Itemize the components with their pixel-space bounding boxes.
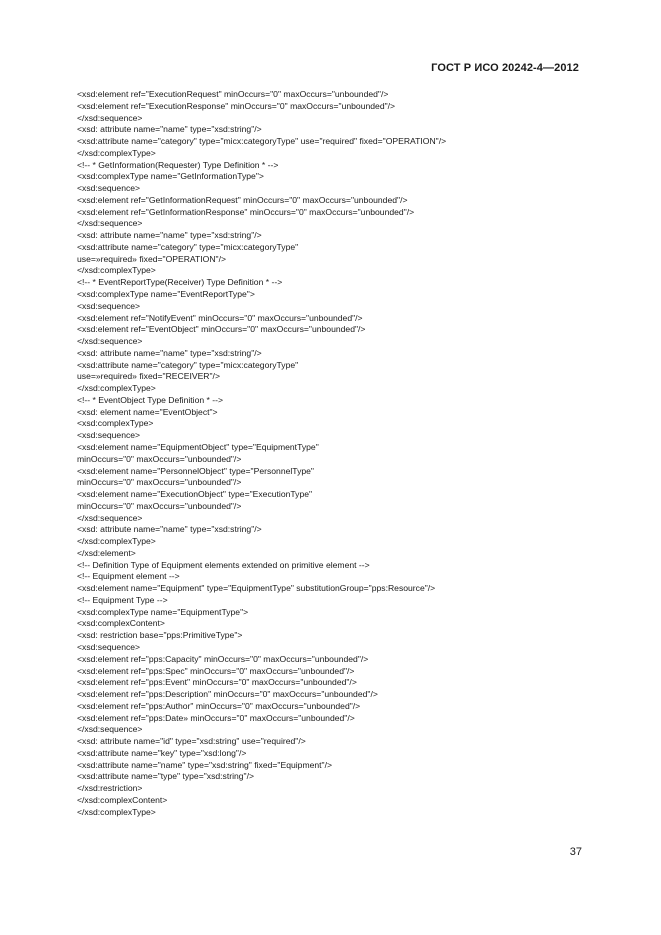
code-line: use=»required» fixed="RECEIVER"/> xyxy=(77,371,220,382)
code-line: </xsd:complexType> xyxy=(77,147,156,158)
code-line: <xsd: restriction base="pps:PrimitiveType"> xyxy=(77,630,243,641)
code-line: <xsd: attribute name="name" type="xsd:string"/> xyxy=(77,124,262,135)
code-line: <!-- Equipment Type --> xyxy=(77,594,168,605)
code-line: </xsd:restriction> xyxy=(77,783,143,794)
code-line: <xsd:element ref="pps:Capacity" minOccurs="0" maxOccurs="unbounded"/> xyxy=(77,653,369,664)
code-line: </xsd:complexType> xyxy=(77,536,156,547)
page-number: 37 xyxy=(569,846,582,858)
code-line: <!-- * EventObject Type Definition * --> xyxy=(77,394,224,405)
code-line: <xsd:element name="ExecutionObject" type="ExecutionType" xyxy=(77,489,313,500)
code-line: <xsd:sequence> xyxy=(77,641,141,652)
code-line: <xsd:element ref="pps:Spec" minOccurs="0" maxOccurs="unbounded"/> xyxy=(77,665,355,676)
code-line: <xsd:element name="PersonnelObject" type="PersonnelType" xyxy=(77,465,314,476)
code-line: <xsd: attribute name="name" type="xsd:string"/> xyxy=(77,347,262,358)
code-line: <xsd:sequence> xyxy=(77,300,141,311)
code-line: use=»required» fixed="OPERATION"/> xyxy=(77,253,227,264)
code-line: <xsd:complexType> xyxy=(77,418,154,429)
code-line: <xsd: attribute name="name" type="xsd:string"/> xyxy=(77,524,262,535)
code-line: </xsd:complexType> xyxy=(77,265,156,276)
code-line: minOccurs="0" maxOccurs="unbounded"/> xyxy=(77,453,242,464)
code-line: <xsd: attribute name="name" type="xsd:string"/> xyxy=(77,230,262,241)
code-line: <xsd:element name="Equipment" type="EquipmentType" substitutionGroup="pps:Resource"/> xyxy=(77,583,436,594)
code-line: <xsd:complexType name="GetInformationType"> xyxy=(77,171,264,182)
code-line: <xsd:element ref="GetInformationResponse" minOccurs="0" maxOccurs="unbounded"/> xyxy=(77,206,415,217)
code-line: <xsd:attribute name="key" type="xsd:long"/> xyxy=(77,747,247,758)
code-line: <xsd: element name="EventObject"> xyxy=(77,406,218,417)
code-line: <xsd:complexContent> xyxy=(77,618,165,629)
code-line: <xsd:element name="EquipmentObject" type="EquipmentType" xyxy=(77,441,319,452)
xsd-code-listing xyxy=(77,89,597,818)
code-line: <xsd:element ref="EventObject" minOccurs="0" maxOccurs="unbounded"/> xyxy=(77,324,366,335)
code-line: <xsd:element ref="pps:Event" minOccurs="0" maxOccurs="unbounded"/> xyxy=(77,677,357,688)
code-line: </xsd:element> xyxy=(77,547,136,558)
code-line: minOccurs="0" maxOccurs="unbounded"/> xyxy=(77,477,242,488)
code-line: <xsd:complexType name="EquipmentType"> xyxy=(77,606,249,617)
code-line: <xsd:sequence> xyxy=(77,430,141,441)
code-line: <xsd:element ref="GetInformationRequest" minOccurs="0" maxOccurs="unbounded"/> xyxy=(77,194,408,205)
code-line: </xsd:sequence> xyxy=(77,336,143,347)
code-line: </xsd:complexType> xyxy=(77,383,156,394)
code-line: </xsd:sequence> xyxy=(77,512,143,523)
code-line: <xsd:element ref="ExecutionRequest" minOccurs="0" maxOccurs="unbounded"/> xyxy=(77,89,389,99)
code-line: <xsd:element ref="NotifyEvent" minOccurs="0" maxOccurs="unbounded"/> xyxy=(77,312,363,323)
code-line: <!-- Equipment element --> xyxy=(77,571,180,582)
code-line: </xsd:complexContent> xyxy=(77,794,168,805)
code-line: <xsd:element ref="ExecutionResponse" minOccurs="0" maxOccurs="unbounded"/> xyxy=(77,100,396,111)
code-line: <xsd:complexType name="EventReportType"> xyxy=(77,289,255,300)
code-line: </xsd:complexType> xyxy=(77,806,156,817)
code-line: <xsd:attribute name="category" type="micx:categoryType" xyxy=(77,359,299,370)
code-line: <!-- Definition Type of Equipment elements extended on primitive element --> xyxy=(77,559,370,570)
document-header: ГОСТ Р ИСО 20242-4—2012 xyxy=(431,62,579,74)
code-line: minOccurs="0" maxOccurs="unbounded"/> xyxy=(77,500,242,511)
code-line: </xsd:sequence> xyxy=(77,112,143,123)
code-line: <xsd:element ref="pps:Date» minOccurs="0" maxOccurs="unbounded"/> xyxy=(77,712,355,723)
code-line: <xsd:element ref="pps:Author" minOccurs="0" maxOccurs="unbounded"/> xyxy=(77,700,361,711)
code-line: <xsd: attribute name="id" type="xsd:string" use="required"/> xyxy=(77,736,306,747)
code-line: </xsd:sequence> xyxy=(77,218,143,229)
code-line: <xsd:attribute name="name" type="xsd:string" fixed="Equipment"/> xyxy=(77,759,333,770)
code-line: <!-- * GetInformation(Requester) Type Definition * --> xyxy=(77,159,279,170)
code-line: <xsd:attribute name="category" type="micx:categoryType" xyxy=(77,241,299,252)
code-line: <xsd:attribute name="category" type="micx:categoryType" use="required" fixed="OPERATION"/> xyxy=(77,136,447,147)
code-line: </xsd:sequence> xyxy=(77,724,143,735)
code-line: <xsd:sequence> xyxy=(77,183,141,194)
code-line: <xsd:element ref="pps:Description" minOccurs="0" maxOccurs="unbounded"/> xyxy=(77,689,378,700)
code-line: <xsd:attribute name="type" type="xsd:string"/> xyxy=(77,771,255,782)
code-line: <!-- * EventReportType(Receiver) Type Definition * --> xyxy=(77,277,283,288)
